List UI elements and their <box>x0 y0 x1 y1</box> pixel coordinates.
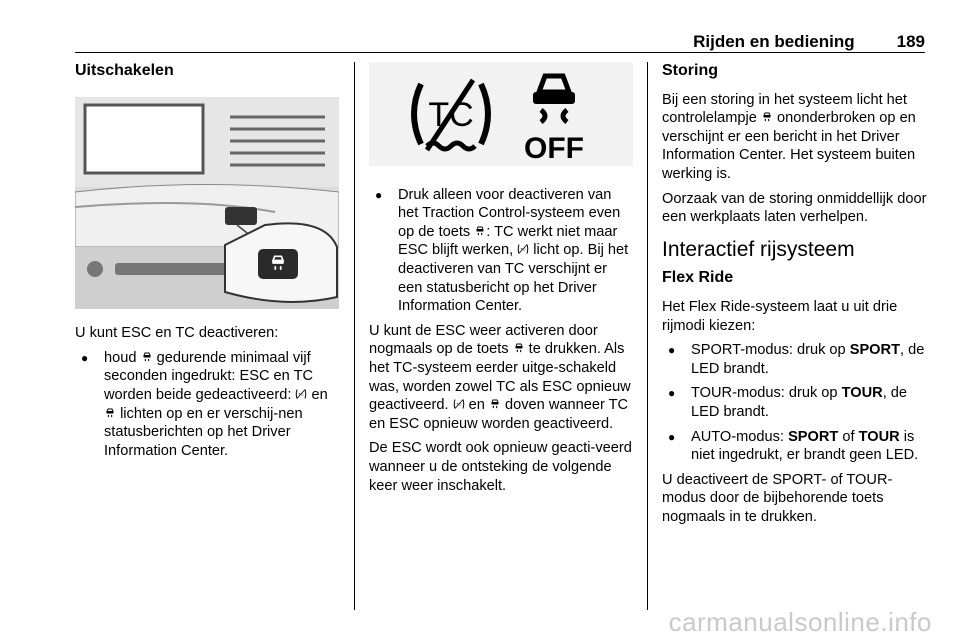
warning-icons-panel <box>369 62 633 166</box>
list-item: ● SPORT-modus: druk op SPORT, de LED brandt. <box>662 341 928 378</box>
page-number: 189 <box>896 32 925 51</box>
paragraph: Het Flex Ride-systeem laat u uit drie rijmodi kiezen: <box>662 298 898 334</box>
paragraph: U kunt de ESC weer activeren door nogmaals op de toets te drukken. Als het TC-systeem eerder uitge-schakeld was, worden zowel TC als ESC opnieuw geactiveerd. en doven wanneer TC en ESC opnieuw worden geactiveerd. <box>369 322 631 432</box>
dashboard-photo <box>75 97 339 309</box>
heading-uitschakelen: Uitschakelen <box>75 62 174 79</box>
heading-storing: Storing <box>662 62 718 79</box>
intro-paragraph: U kunt ESC en TC deactiveren: <box>75 325 279 342</box>
svg-text:TC: TC <box>428 96 474 134</box>
watermark: carmanualsonline.info <box>668 607 932 637</box>
list-item: ● houd gedurende minimaal vijf seconden ingedrukt: ESC en TC worden beide gedeactiveerd: en lichten op en er verschij-nen statusberichten op het Driver Information Center. <box>75 349 341 461</box>
list-item: ● TOUR-modus: druk op TOUR, de LED brandt. <box>662 384 928 421</box>
paragraph: U deactiveert de SPORT- of TOUR-modus door de bijbehorende toets nogmaals in te drukken. <box>662 471 893 525</box>
esc-off-icon <box>489 398 501 410</box>
tc-off-icon <box>295 388 307 400</box>
bullet-list-1 <box>75 349 341 461</box>
column-2 <box>369 62 633 501</box>
paragraph: Bij een storing in het systeem licht het controlelampje ononderbroken op en verschijnt er een bericht in het Driver Information Center. Het systeem buiten werking is. <box>662 91 916 182</box>
column-1 <box>75 62 341 466</box>
svg-text:OFF: OFF <box>524 132 584 165</box>
list-item: ● AUTO-modus: SPORT of TOUR is niet ingedrukt, er brandt geen LED. <box>662 428 928 465</box>
esc-warning-icon <box>761 111 773 123</box>
esc-off-button-icon <box>513 342 525 354</box>
bullet-list-2 <box>369 186 633 316</box>
esc-off-button-icon <box>474 225 486 237</box>
tc-off-icon <box>453 398 465 410</box>
column-3 <box>662 62 928 532</box>
column-divider-2 <box>647 62 648 610</box>
heading-flex-ride: Flex Ride <box>662 269 734 287</box>
esc-off-icon <box>104 407 116 419</box>
tc-off-icon <box>517 243 529 255</box>
section-title: Rijden en bediening <box>693 32 855 51</box>
heading-interactief-rijsysteem: Interactief rijsysteem <box>662 237 855 261</box>
header-rule <box>75 52 925 53</box>
page-header <box>75 28 925 52</box>
column-divider-1 <box>354 62 355 610</box>
list-item: ● Druk alleen voor deactiveren van het Traction Control-systeem even op de toets : TC werkt niet maar ESC blijft werken, licht op. Bij het deactiveren van TC verschijnt er een statusbericht op het Driver Information Center. <box>369 186 633 316</box>
esc-off-button-icon <box>141 351 153 363</box>
paragraph: De ESC wordt ook opnieuw geacti-veerd wanneer u de ontsteking de volgende keer weer inschakelt. <box>369 440 632 494</box>
paragraph: Oorzaak van de storing onmiddellijk door een werkplaats laten verhelpen. <box>662 190 927 226</box>
bullet-list-3 <box>662 341 928 465</box>
